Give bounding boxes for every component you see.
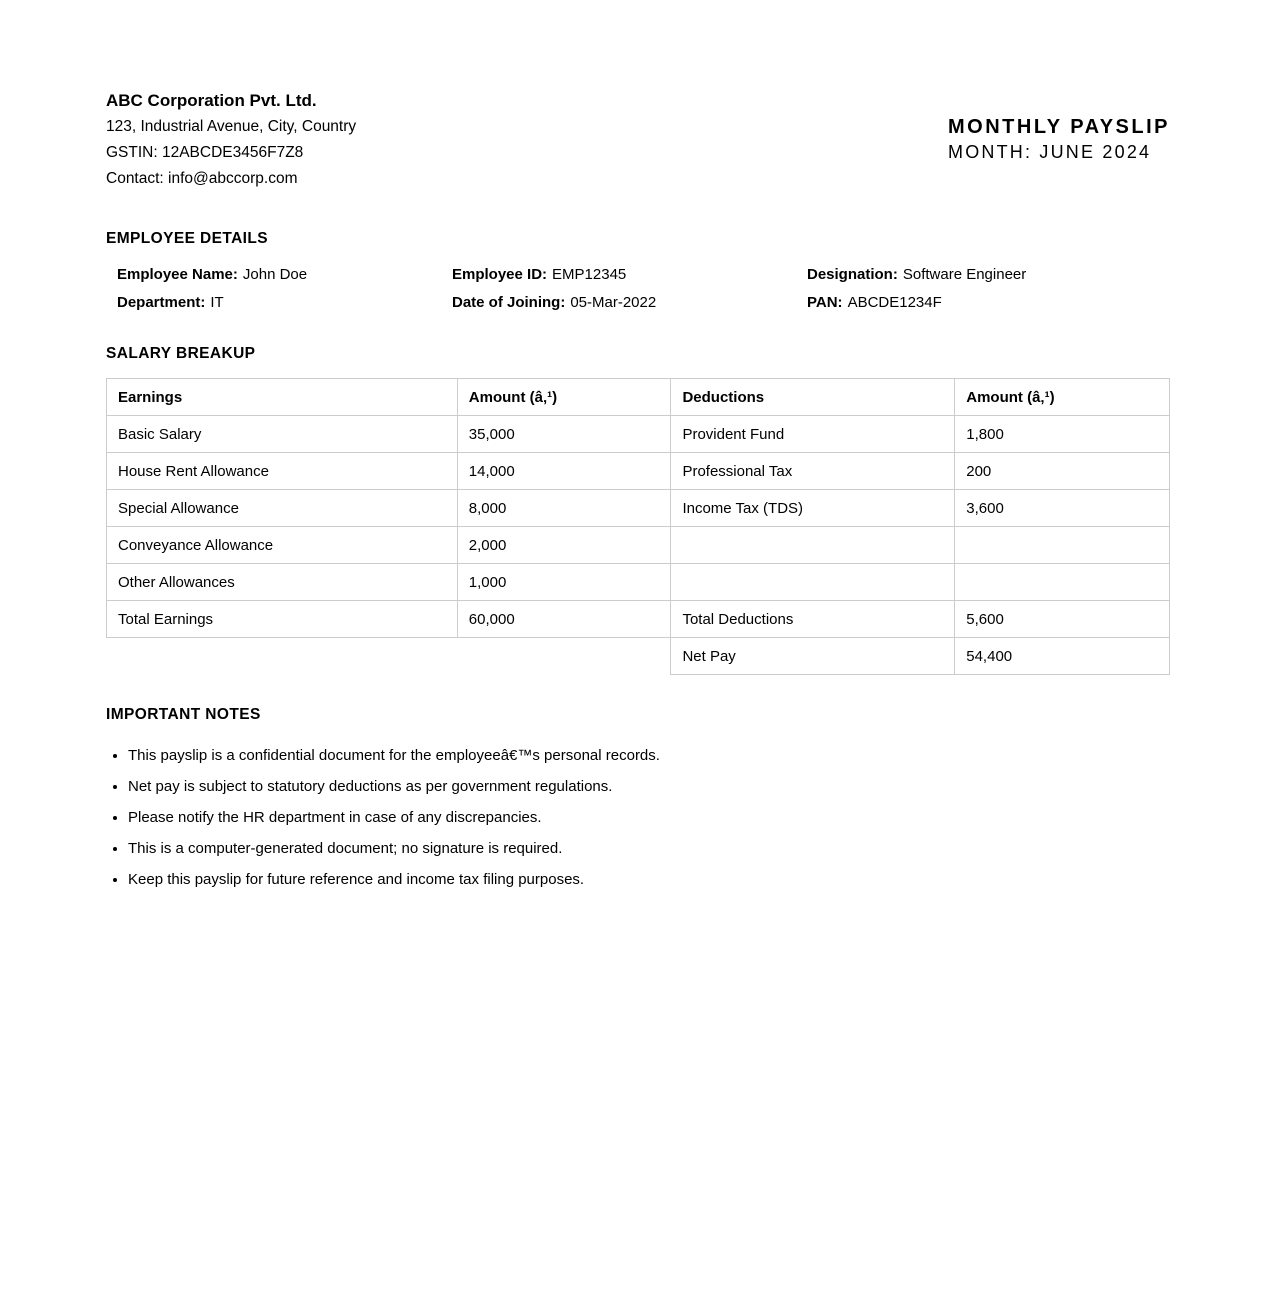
totals-row	[107, 601, 1170, 638]
employee-field-date-of-joining	[452, 294, 807, 311]
total-deductions-value-cell: 5,600	[955, 601, 1170, 638]
deduction-label-cell: Income Tax (TDS)	[671, 490, 955, 527]
employee-details-section	[106, 230, 1170, 311]
earning-amount-cell: 1,000	[457, 564, 671, 601]
table-row	[107, 527, 1170, 564]
field-label: Date of Joining:	[452, 294, 566, 311]
field-value: ABCDE1234F	[847, 294, 942, 311]
company-info-block	[106, 88, 356, 192]
net-pay-row	[107, 638, 1170, 675]
earning-amount-cell: 2,000	[457, 527, 671, 564]
field-value: IT	[210, 294, 224, 311]
deduction-amount-cell: 1,800	[955, 416, 1170, 453]
deduction-label-cell: Provident Fund	[671, 416, 955, 453]
total-earnings-value-cell: 60,000	[457, 601, 671, 638]
payslip-title: MONTHLY PAYSLIP	[948, 116, 1170, 138]
field-value: EMP12345	[552, 266, 627, 283]
col-header-earnings: Earnings	[107, 379, 458, 416]
employee-field-department	[117, 294, 452, 311]
total-deductions-label-cell: Total Deductions	[671, 601, 955, 638]
company-gstin: GSTIN: 12ABCDE3456F7Z8	[106, 144, 304, 161]
deduction-label-cell	[671, 527, 955, 564]
table-row	[107, 564, 1170, 601]
earning-amount-cell: 35,000	[457, 416, 671, 453]
note-item: • This payslip is a confidential document for the employeeâ€™s personal records.	[128, 746, 1170, 765]
col-header-earnings-amount: Amount (â‚¹)	[457, 379, 671, 416]
company-name: ABC Corporation Pvt. Ltd.	[106, 91, 317, 110]
company-contact: Contact: info@abccorp.com	[106, 170, 298, 187]
deduction-amount-cell: 200	[955, 453, 1170, 490]
note-item: • Net pay is subject to statutory deductions as per government regulations.	[128, 777, 1170, 796]
employee-field-pan	[807, 294, 1170, 311]
field-value: 05-Mar-2022	[570, 294, 657, 311]
col-header-deductions-amount: Amount (â‚¹)	[955, 379, 1170, 416]
field-value: John Doe	[242, 266, 308, 283]
company-address: 123, Industrial Avenue, City, Country	[106, 118, 357, 135]
deduction-label-cell: Professional Tax	[671, 453, 955, 490]
earning-amount-cell: 14,000	[457, 453, 671, 490]
employee-details-grid	[106, 266, 1170, 311]
employee-details-heading: EMPLOYEE DETAILS	[106, 230, 268, 247]
salary-table	[106, 378, 1170, 675]
field-label: Employee ID:	[452, 266, 548, 283]
table-row	[107, 490, 1170, 527]
payslip-title-block	[948, 115, 1170, 165]
earning-amount-cell: 8,000	[457, 490, 671, 527]
employee-field-designation	[807, 266, 1170, 283]
earning-label-cell: Special Allowance	[107, 490, 458, 527]
deduction-label-cell	[671, 564, 955, 601]
note-item: • Keep this payslip for future reference and income tax filing purposes.	[128, 870, 1170, 889]
net-pay-value-cell: 54,400	[955, 638, 1170, 675]
payslip-month: MONTH: JUNE 2024	[948, 142, 1152, 162]
earning-label-cell: Conveyance Allowance	[107, 527, 458, 564]
field-value: Software Engineer	[902, 266, 1027, 283]
table-row	[107, 453, 1170, 490]
col-header-deductions: Deductions	[671, 379, 955, 416]
salary-table-header-row	[107, 379, 1170, 416]
employee-field-name	[117, 266, 452, 283]
total-earnings-label-cell: Total Earnings	[107, 601, 458, 638]
field-label: Department:	[117, 294, 206, 311]
earning-label-cell: House Rent Allowance	[107, 453, 458, 490]
important-notes-section	[106, 706, 1170, 889]
deduction-amount-cell: 3,600	[955, 490, 1170, 527]
employee-field-id	[452, 266, 807, 283]
deduction-amount-cell	[955, 527, 1170, 564]
earning-label-cell: Other Allowances	[107, 564, 458, 601]
notes-list	[106, 746, 1170, 889]
deduction-amount-cell	[955, 564, 1170, 601]
note-item: • Please notify the HR department in case of any discrepancies.	[128, 808, 1170, 827]
earning-label-cell: Basic Salary	[107, 416, 458, 453]
table-row	[107, 416, 1170, 453]
field-label: PAN:	[807, 294, 843, 311]
field-label: Employee Name:	[117, 266, 238, 283]
important-notes-heading: IMPORTANT NOTES	[106, 706, 261, 723]
net-pay-spacer-cell	[107, 638, 671, 675]
salary-breakup-section	[106, 345, 1170, 675]
field-label: Designation:	[807, 266, 898, 283]
note-item: • This is a computer-generated document; no signature is required.	[128, 839, 1170, 858]
salary-breakup-heading: SALARY BREAKUP	[106, 345, 256, 362]
document-header	[106, 88, 1170, 192]
net-pay-label-cell: Net Pay	[671, 638, 955, 675]
